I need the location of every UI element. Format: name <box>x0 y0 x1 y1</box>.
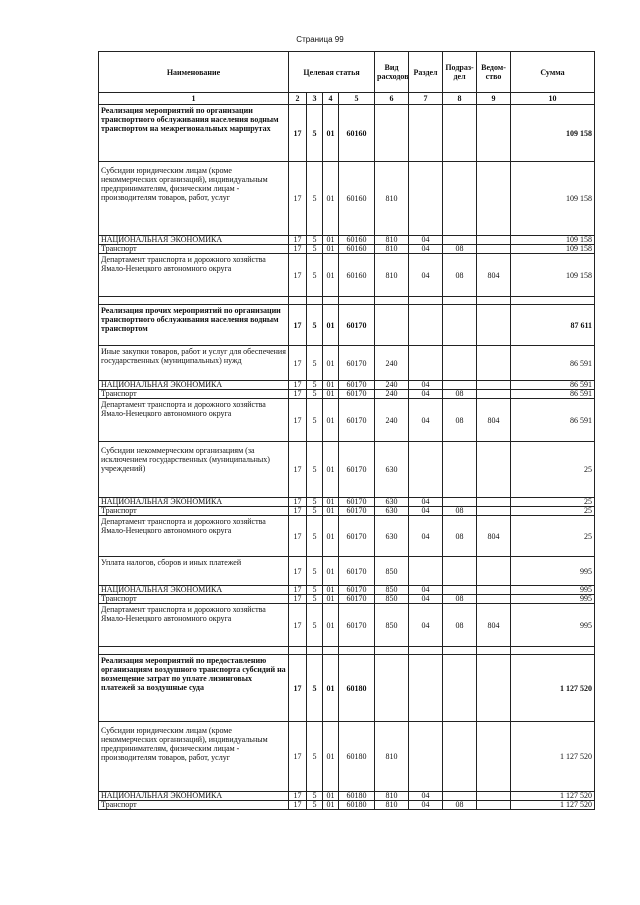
table-row <box>99 305 595 346</box>
cell-c3: 01 <box>323 305 339 346</box>
cell-vid: 850 <box>375 557 409 586</box>
cell-c3: 01 <box>323 516 339 557</box>
cell-c2: 5 <box>307 442 323 498</box>
cell-c1: 17 <box>289 162 307 236</box>
cell-ved <box>477 245 511 254</box>
cell-vid: 240 <box>375 381 409 390</box>
cell-c2: 5 <box>307 498 323 507</box>
table-row <box>99 254 595 297</box>
cell-c1: 17 <box>289 305 307 346</box>
cell-c4: 60170 <box>339 390 375 399</box>
cell-c1: 17 <box>289 381 307 390</box>
cell-razdel: 04 <box>409 604 443 647</box>
cell-c1: 17 <box>289 801 307 810</box>
cell-ved <box>477 792 511 801</box>
cell-razdel <box>409 557 443 586</box>
cell-c3: 01 <box>323 586 339 595</box>
cell-c2: 5 <box>307 390 323 399</box>
cell-razdel: 04 <box>409 381 443 390</box>
table-row <box>99 801 595 810</box>
cell-ved <box>477 346 511 381</box>
cell-c4: 60170 <box>339 346 375 381</box>
cell-razdel: 04 <box>409 399 443 442</box>
cell-c1: 17 <box>289 516 307 557</box>
col-number: 2 <box>289 93 307 105</box>
cell-razdel: 04 <box>409 792 443 801</box>
cell-ved <box>477 236 511 245</box>
cell-c4: 60180 <box>339 801 375 810</box>
header-section: Раздел <box>409 52 443 93</box>
table-row <box>99 595 595 604</box>
cell-sum: 86 591 <box>511 346 595 381</box>
cell-vid: 850 <box>375 586 409 595</box>
cell-c3: 01 <box>323 595 339 604</box>
cell-vid: 810 <box>375 801 409 810</box>
cell-vid: 240 <box>375 346 409 381</box>
cell-ved <box>477 390 511 399</box>
header-row <box>99 52 595 93</box>
col-number: 8 <box>443 93 477 105</box>
cell-ved <box>477 381 511 390</box>
cell-c2: 5 <box>307 254 323 297</box>
cell-razdel: 04 <box>409 498 443 507</box>
cell-vid: 240 <box>375 399 409 442</box>
cell-podrazdel: 08 <box>443 399 477 442</box>
cell-sum: 1 127 520 <box>511 792 595 801</box>
cell-c4: 60170 <box>339 604 375 647</box>
table-row <box>99 105 595 162</box>
row-name: Транспорт <box>99 801 289 810</box>
cell-c1: 17 <box>289 254 307 297</box>
table-row <box>99 604 595 647</box>
cell-c4: 60170 <box>339 507 375 516</box>
page-label: Страница 99 <box>296 35 344 44</box>
cell-c4: 60170 <box>339 557 375 586</box>
cell-razdel: 04 <box>409 595 443 604</box>
cell-vid: 810 <box>375 722 409 792</box>
cell-podrazdel <box>443 722 477 792</box>
row-name: Реализация прочих мероприятий по организации транспортного обслуживания населения водным транспортом <box>99 305 289 346</box>
cell-vid: 810 <box>375 254 409 297</box>
cell-c1: 17 <box>289 105 307 162</box>
row-name: Департамент транспорта и дорожного хозяйства Ямало-Ненецкого автономного округа <box>99 399 289 442</box>
table-row <box>99 655 595 722</box>
cell-c3: 01 <box>323 442 339 498</box>
cell-sum: 109 158 <box>511 254 595 297</box>
cell-c2: 5 <box>307 655 323 722</box>
cell-sum: 86 591 <box>511 381 595 390</box>
cell-sum: 25 <box>511 498 595 507</box>
cell-c2: 5 <box>307 105 323 162</box>
cell-c1: 17 <box>289 557 307 586</box>
col-number: 5 <box>339 93 375 105</box>
cell-vid <box>375 655 409 722</box>
table-row <box>99 507 595 516</box>
cell-razdel <box>409 442 443 498</box>
cell-c1: 17 <box>289 346 307 381</box>
cell-razdel <box>409 655 443 722</box>
row-name: Департамент транспорта и дорожного хозяйства Ямало-Ненецкого автономного округа <box>99 516 289 557</box>
table-row <box>99 399 595 442</box>
cell-c3: 01 <box>323 507 339 516</box>
cell-razdel: 04 <box>409 245 443 254</box>
header-subsection: Подраз-дел <box>443 52 477 93</box>
cell-razdel: 04 <box>409 507 443 516</box>
cell-ved <box>477 507 511 516</box>
cell-c2: 5 <box>307 507 323 516</box>
cell-c4: 60170 <box>339 586 375 595</box>
cell-razdel <box>409 722 443 792</box>
cell-c2: 5 <box>307 305 323 346</box>
col-number: 9 <box>477 93 511 105</box>
cell-c4: 60180 <box>339 792 375 801</box>
cell-c3: 01 <box>323 245 339 254</box>
row-name: Департамент транспорта и дорожного хозяйства Ямало-Ненецкого автономного округа <box>99 254 289 297</box>
table-row <box>99 162 595 236</box>
cell-razdel: 04 <box>409 254 443 297</box>
cell-razdel <box>409 105 443 162</box>
cell-c4: 60160 <box>339 245 375 254</box>
cell-podrazdel: 08 <box>443 254 477 297</box>
cell-c4: 60180 <box>339 655 375 722</box>
row-name: Реализация мероприятий по организации транспортного обслуживания населения водным транспортом на межрегиональных маршрутах <box>99 105 289 162</box>
row-name: Реализация мероприятий по предоставлению организациям воздушного транспорта субсидий на возмещение затрат по уплате лизинговых платежей за воздушные суда <box>99 655 289 722</box>
cell-c3: 01 <box>323 254 339 297</box>
cell-c2: 5 <box>307 801 323 810</box>
cell-c2: 5 <box>307 604 323 647</box>
cell-podrazdel: 08 <box>443 604 477 647</box>
cell-ved: 804 <box>477 399 511 442</box>
cell-c3: 01 <box>323 604 339 647</box>
cell-razdel <box>409 305 443 346</box>
cell-sum: 995 <box>511 557 595 586</box>
cell-razdel: 04 <box>409 516 443 557</box>
cell-c2: 5 <box>307 162 323 236</box>
cell-c2: 5 <box>307 381 323 390</box>
cell-vid <box>375 305 409 346</box>
col-number: 6 <box>375 93 409 105</box>
cell-ved <box>477 595 511 604</box>
cell-ved <box>477 498 511 507</box>
cell-c2: 5 <box>307 595 323 604</box>
row-name: Департамент транспорта и дорожного хозяйства Ямало-Ненецкого автономного округа <box>99 604 289 647</box>
cell-vid: 850 <box>375 604 409 647</box>
cell-c3: 01 <box>323 655 339 722</box>
cell-c1: 17 <box>289 595 307 604</box>
cell-c3: 01 <box>323 399 339 442</box>
cell-podrazdel <box>443 162 477 236</box>
cell-sum: 109 158 <box>511 162 595 236</box>
cell-c1: 17 <box>289 498 307 507</box>
cell-c1: 17 <box>289 245 307 254</box>
cell-vid: 810 <box>375 245 409 254</box>
cell-podrazdel: 08 <box>443 595 477 604</box>
cell-vid: 630 <box>375 516 409 557</box>
cell-razdel <box>409 346 443 381</box>
col-number: 10 <box>511 93 595 105</box>
cell-sum: 109 158 <box>511 105 595 162</box>
cell-c1: 17 <box>289 236 307 245</box>
cell-sum: 25 <box>511 442 595 498</box>
row-name: Транспорт <box>99 390 289 399</box>
cell-sum: 1 127 520 <box>511 722 595 792</box>
row-name: Субсидии юридическим лицам (кроме некоммерческих организаций), индивидуальным предпринимателям, физическим лицам - производителям товаров, работ, услуг <box>99 722 289 792</box>
cell-podrazdel: 08 <box>443 801 477 810</box>
cell-c4: 60160 <box>339 105 375 162</box>
cell-podrazdel: 08 <box>443 390 477 399</box>
cell-razdel: 04 <box>409 390 443 399</box>
cell-c3: 01 <box>323 498 339 507</box>
cell-c2: 5 <box>307 346 323 381</box>
cell-c1: 17 <box>289 792 307 801</box>
cell-c3: 01 <box>323 162 339 236</box>
cell-ved <box>477 722 511 792</box>
cell-ved <box>477 655 511 722</box>
cell-c3: 01 <box>323 801 339 810</box>
header-expense-type: Вид расходов <box>375 52 409 93</box>
cell-podrazdel <box>443 442 477 498</box>
cell-ved <box>477 586 511 595</box>
cell-ved: 804 <box>477 254 511 297</box>
cell-c4: 60160 <box>339 254 375 297</box>
cell-c1: 17 <box>289 586 307 595</box>
cell-c4: 60170 <box>339 399 375 442</box>
column-number-row <box>99 93 595 105</box>
cell-sum: 109 158 <box>511 245 595 254</box>
cell-c1: 17 <box>289 442 307 498</box>
cell-vid: 630 <box>375 442 409 498</box>
table-row <box>99 557 595 586</box>
cell-ved <box>477 105 511 162</box>
cell-sum: 25 <box>511 507 595 516</box>
cell-sum: 86 591 <box>511 390 595 399</box>
row-name: Уплата налогов, сборов и иных платежей <box>99 557 289 586</box>
cell-c2: 5 <box>307 792 323 801</box>
col-number: 1 <box>99 93 289 105</box>
row-name: Иные закупки товаров, работ и услуг для обеспечения государственных (муниципальных) нужд <box>99 346 289 381</box>
cell-c2: 5 <box>307 557 323 586</box>
cell-c3: 01 <box>323 381 339 390</box>
cell-c4: 60170 <box>339 305 375 346</box>
cell-c3: 01 <box>323 722 339 792</box>
cell-c1: 17 <box>289 399 307 442</box>
table-row <box>99 390 595 399</box>
cell-sum: 995 <box>511 595 595 604</box>
cell-sum: 1 127 520 <box>511 655 595 722</box>
row-name: Транспорт <box>99 245 289 254</box>
cell-ved: 804 <box>477 604 511 647</box>
col-number: 3 <box>307 93 323 105</box>
cell-c1: 17 <box>289 604 307 647</box>
table-row <box>99 346 595 381</box>
cell-sum: 995 <box>511 604 595 647</box>
header-target-article: Целевая статья <box>289 52 375 93</box>
cell-podrazdel <box>443 655 477 722</box>
cell-sum: 25 <box>511 516 595 557</box>
cell-vid: 810 <box>375 162 409 236</box>
spacer-row <box>99 647 595 655</box>
col-number: 7 <box>409 93 443 105</box>
cell-podrazdel: 08 <box>443 516 477 557</box>
cell-c4: 60170 <box>339 595 375 604</box>
cell-ved <box>477 305 511 346</box>
row-name: Субсидии юридическим лицам (кроме некоммерческих организаций), индивидуальным предпринимателям, физическим лицам - производителям товаров, работ, услуг <box>99 162 289 236</box>
cell-vid: 810 <box>375 236 409 245</box>
spacer-row <box>99 297 595 305</box>
cell-ved <box>477 162 511 236</box>
cell-c4: 60170 <box>339 498 375 507</box>
cell-razdel: 04 <box>409 801 443 810</box>
row-name: Субсидии некоммерческим организациям (за исключением государственных (муниципальных) учреждений) <box>99 442 289 498</box>
cell-c1: 17 <box>289 655 307 722</box>
cell-c4: 60160 <box>339 236 375 245</box>
table-row <box>99 442 595 498</box>
cell-c4: 60160 <box>339 162 375 236</box>
cell-c4: 60170 <box>339 442 375 498</box>
header-department: Ведом-ство <box>477 52 511 93</box>
col-number: 4 <box>323 93 339 105</box>
row-name: НАЦИОНАЛЬНАЯ ЭКОНОМИКА <box>99 236 289 245</box>
cell-podrazdel: 08 <box>443 507 477 516</box>
table-row <box>99 722 595 792</box>
cell-podrazdel <box>443 346 477 381</box>
cell-c4: 60170 <box>339 381 375 390</box>
cell-sum: 109 158 <box>511 236 595 245</box>
cell-c3: 01 <box>323 105 339 162</box>
header-name: Наименование <box>99 52 289 93</box>
cell-c1: 17 <box>289 390 307 399</box>
cell-c2: 5 <box>307 586 323 595</box>
budget-table <box>98 51 595 810</box>
cell-c1: 17 <box>289 507 307 516</box>
cell-c3: 01 <box>323 390 339 399</box>
cell-c4: 60170 <box>339 516 375 557</box>
cell-ved <box>477 801 511 810</box>
cell-vid: 850 <box>375 595 409 604</box>
table-row <box>99 245 595 254</box>
cell-c3: 01 <box>323 792 339 801</box>
cell-razdel: 04 <box>409 586 443 595</box>
cell-razdel: 04 <box>409 236 443 245</box>
cell-podrazdel: 08 <box>443 245 477 254</box>
cell-podrazdel <box>443 105 477 162</box>
cell-sum: 1 127 520 <box>511 801 595 810</box>
cell-c2: 5 <box>307 399 323 442</box>
cell-vid: 630 <box>375 498 409 507</box>
cell-ved: 804 <box>477 516 511 557</box>
cell-vid: 240 <box>375 390 409 399</box>
row-name: НАЦИОНАЛЬНАЯ ЭКОНОМИКА <box>99 792 289 801</box>
row-name: НАЦИОНАЛЬНАЯ ЭКОНОМИКА <box>99 381 289 390</box>
cell-sum: 86 591 <box>511 399 595 442</box>
cell-podrazdel <box>443 305 477 346</box>
row-name: Транспорт <box>99 595 289 604</box>
cell-c2: 5 <box>307 722 323 792</box>
cell-c3: 01 <box>323 557 339 586</box>
table-row <box>99 516 595 557</box>
cell-vid: 630 <box>375 507 409 516</box>
cell-podrazdel <box>443 557 477 586</box>
cell-sum: 995 <box>511 586 595 595</box>
row-name: НАЦИОНАЛЬНАЯ ЭКОНОМИКА <box>99 586 289 595</box>
cell-c2: 5 <box>307 516 323 557</box>
cell-c2: 5 <box>307 236 323 245</box>
cell-c3: 01 <box>323 346 339 381</box>
cell-razdel <box>409 162 443 236</box>
cell-vid: 810 <box>375 792 409 801</box>
cell-ved <box>477 442 511 498</box>
row-name: НАЦИОНАЛЬНАЯ ЭКОНОМИКА <box>99 498 289 507</box>
cell-c4: 60180 <box>339 722 375 792</box>
cell-sum: 87 611 <box>511 305 595 346</box>
cell-c1: 17 <box>289 722 307 792</box>
cell-c2: 5 <box>307 245 323 254</box>
cell-c3: 01 <box>323 236 339 245</box>
cell-ved <box>477 557 511 586</box>
row-name: Транспорт <box>99 507 289 516</box>
header-sum: Сумма <box>511 52 595 93</box>
cell-vid <box>375 105 409 162</box>
